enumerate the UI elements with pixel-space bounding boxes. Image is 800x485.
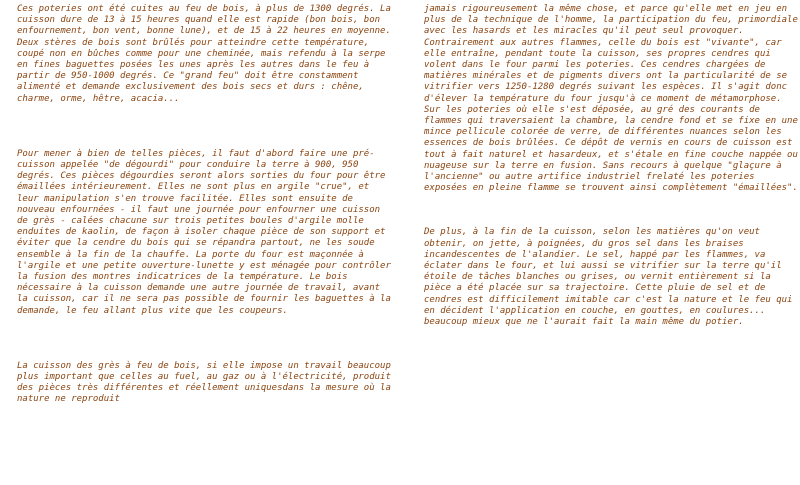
paragraph-spacer: [17, 105, 395, 149]
right-column: [424, 4, 800, 328]
paragraph-salt-glaze: De plus, à la fin de la cuisson, selon les matières qu'on veut obtenir, on jette, à poignées, du gros sel dans les braises incandescentes de l'alandier. Le sel, happé par les flammes, va éclater dans le four, et lui aussi se vitrifier sur la terre qu'il étoile de tâches blanches ou grises, ou vernit entièrement si la pièce a été placée sur sa trajectoire. Cette pluie de sel et de cendres est difficilement imitable car c'est la nature et le feu qui en décident l'application en couche, en gouttes, en coulures... beaucoup mieux que ne l'aurait fait la main même du potier.: [424, 227, 793, 328]
paragraph-firing-intro: Ces poteries ont été cuites au feu de bois, à plus de 1300 degrés. La cuisson dure de 13 à 15 heures quand elle est rapide (bon bois, bon enfournement, bon vent, bonne lune), et de 15 à 22 heures en moyenne. Deux stères de bois sont brûlés pour atteindre cette température, coupé non en bûches comme pour une cheminée, mais refendu à la serpe en fines baguettes posées les unes après les autres dans le feu à partir de 950-1000 degrés. Ce "grand feu" doit être constamment alimenté et demande exclusivement des bois secs et durs : chêne, charme, orme, hêtre, acacia...: [17, 4, 391, 104]
paragraph-spacer: [17, 317, 395, 361]
paragraph-wood-firing: La cuisson des grès à feu de bois, si elle impose un travail beaucoup plus important que celles au fuel, au gaz ou à l'électricité, produit des pièces très différentes et réellement uniquesdans la mesure où la nature ne reproduit: [17, 360, 391, 405]
left-column: [17, 4, 395, 406]
paragraph-spacer: [424, 194, 800, 227]
paragraph-pre-firing: Pour mener à bien de telles pièces, il faut d'abord faire une pré-cuisson appelée "de dégourdi" pour conduire la terre à 900, 950 degrés. Ces pièces dégourdies seront alors sorties du four pour être émaillées intérieurement. Elles ne sont plus en argile "crue", et leur manipulation s'en trouve facilitée. Elles sont ensuite de nouveau enfournées - il faut une journée pour enfourner une cuisson de grès - calées chacune sur trois petites boules d'argile molle enduites de kaolin, de façon à isoler chaque pièce de son support et éviter que la cendre du bois qui se répandra partout, ne les soude ensemble à la fin de la chauffe. La porte du four est maçonnée à l'argile et une petite ouverture-lunette y est ménagée pour contrôler la fusion des montres indicatrices de la température. Le bois nécessaire à la cuisson demande une autre journée de travail, avant la cuisson, car il ne sera pas possible de fournir les baguettes à la demande, le feu allant plus vite que les coupeurs.: [17, 148, 391, 316]
paragraph-ash-glaze: jamais rigoureusement la même chose, et parce qu'elle met en jeu en plus de la technique de l'homme, la participation du feu, primordiale avec les hasards et les miracles qu'il peut seul provoquer. Contrairement aux autres flammes, celle du bois est "vivante", car elle entraîne, pendant toute la cuisson, ses propres cendres qui volent dans le four parmi les poteries. Ces cendres chargées de matières minérales et de pigments divers ont la particularité de se vitrifier vers 1250-1280 degrés suivant les espèces. Il s'agit donc d'élever la température du four jusqu'à ce moment de métamorphose. Sur les poteries où elle s'est déposée, au gré des courants de flammes qui traversaient la chambre, la cendre fond et se fixe en une mince pellicule colorée de verre, de différentes nuances selon les essences de bois brûlées. Ce dépôt de vernis en cours de cuisson est tout à fait naturel et hasardeux, et s'étale en fine couche nappée ou nuageuse sur la terre en fusion. Sans recours à quelque "glaçure à l'ancienne" ou autre artifice industriel frelaté les poteries exposées en pleine flamme se trouvent ainsi complètement "émaillées".: [424, 4, 798, 194]
